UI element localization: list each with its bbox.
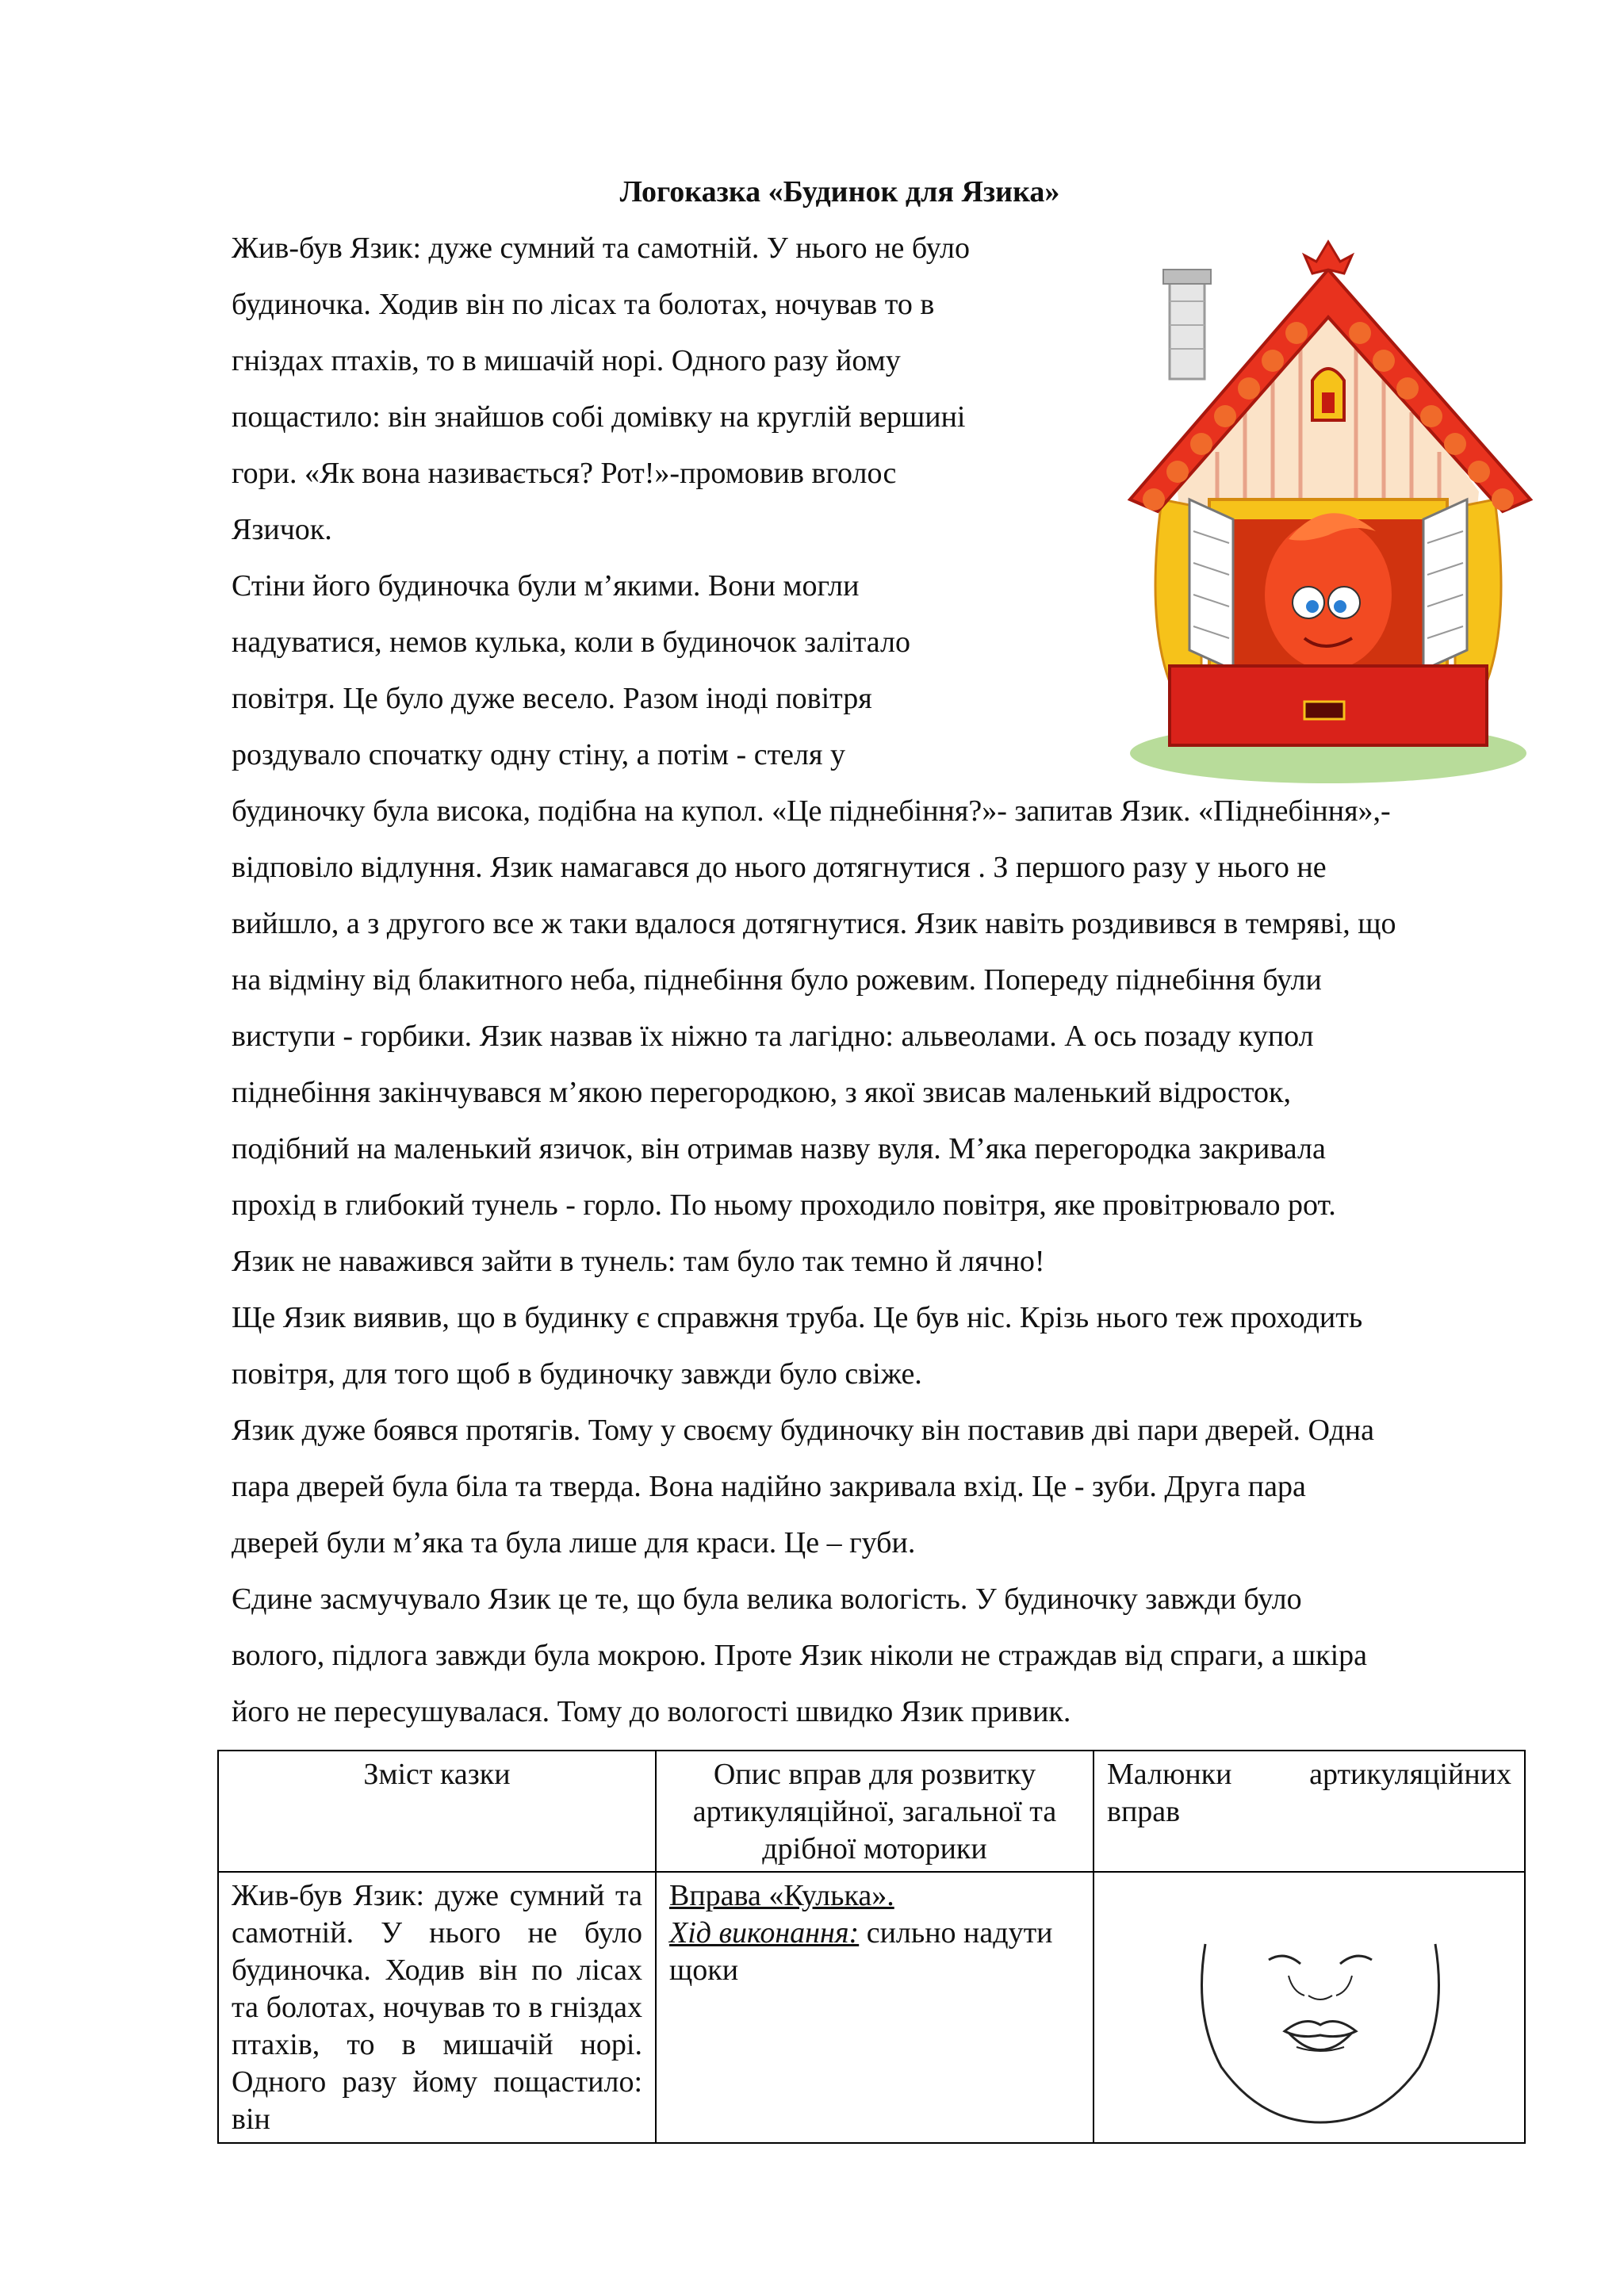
text-line: надуватися, немов кулька, коли в будиночок залітало [232, 626, 910, 659]
text-line: відповіло відлуння. Язик намагався до нього дотягнутися . З першого разу у нього не [232, 851, 1327, 884]
text-line: прохід в глибокий тунель - горло. По ньому проходило повітря, яке провітрювало рот. [232, 1188, 1336, 1222]
text-line: будиночка. Ходив він по лісах та болотах, ночував то в [232, 288, 935, 321]
header-story-content: Зміст казки [218, 1751, 656, 1872]
cell-exercise-picture [1094, 1872, 1525, 2143]
puffed-cheeks-face-drawing [1189, 1928, 1451, 2126]
text-line: на відміну від блакитного неба, піднебіння було рожевим. Попереду піднебіння були [232, 963, 1322, 997]
cell-exercise-description [656, 1872, 1094, 2143]
exercise-title: Вправа «Кулька». [669, 1879, 894, 1912]
text-line: волого, підлога завжди була мокрою. Проте Язик ніколи не страждав від спраги, а шкіра [232, 1639, 1368, 1672]
header-exercise-description: Опис вправ для розвитку артикуляційної, загальної та дрібної моторики [656, 1751, 1094, 1872]
text-line: пощастило: він знайшов собі домівку на круглій вершині [232, 400, 966, 434]
text-line: повітря, для того щоб в будиночку завжди було свіже. [232, 1357, 922, 1391]
exercise-label: Хід виконання: [669, 1916, 860, 1950]
house-illustration [1114, 238, 1558, 785]
table-header-row [218, 1751, 1525, 1872]
text-line: гніздах птахів, то в мишачій норі. Одного разу йому [232, 344, 901, 377]
text-line: подібний на маленький язичок, він отримав назву вуля. М’яка перегородка закривала [232, 1132, 1326, 1165]
header-exercise-pictures: Малюнки артикуляційних вправ [1094, 1751, 1525, 1872]
exercise-text: сильно надути щоки [669, 1916, 1053, 1987]
text-line: виступи - горбики. Язик назвав їх ніжно та лагідно: альвеолами. А ось позаду купол [232, 1020, 1314, 1053]
text-line: Язик дуже боявся протягів. Тому у своєму будиночку він поставив дві пари дверей. Одна [232, 1414, 1375, 1447]
document-title: Логоказка «Будинок для Язика» [619, 175, 1060, 209]
cell-story-content: Жив-був Язик: дуже сумний та самотній. У нього не було будиночка. Ходив він по лісах та болотах, ночував то в гніздах птахів, то в мишачій норі. Одного разу йому пощастило: він [218, 1872, 656, 2143]
exercise-table [217, 1750, 1526, 2144]
left-shutter [1189, 499, 1233, 670]
text-line: повітря. Це було дуже весело. Разом іноді повітря [232, 682, 872, 715]
text-line: Стіни його будиночка були м’якими. Вони могли [232, 569, 860, 603]
text-line: дверей були м’яка та була лише для краси. Це – губи. [232, 1526, 916, 1559]
text-line: будиночку була висока, подібна на купол. «Це піднебіння?»- запитав Язик. «Піднебіння»,- [232, 794, 1391, 828]
text-line: вийшло, а з другого все ж таки вдалося дотягнутися. Язик навіть роздивився в темряві, що [232, 907, 1396, 940]
text-line: роздувало спочатку одну стіну, а потім - стеля у [232, 738, 845, 771]
text-line: пара дверей була біла та тверда. Вона надійно закривала вхід. Це - зуби. Друга пара [232, 1470, 1306, 1503]
text-line: Язик не наважився зайти в тунель: там було так темно й лячно! [232, 1245, 1045, 1278]
text-line: Ще Язик виявив, що в будинку є справжня труба. Це був ніс. Крізь нього теж проходить [232, 1301, 1363, 1334]
text-line: Жив-був Язик: дуже сумний та самотній. У нього не було [232, 232, 970, 265]
text-line: його не пересушувалася. Тому до вологості швидко Язик привик. [232, 1695, 1071, 1728]
text-line: Єдине засмучувало Язик це те, що була велика вологість. У будиночку завжди було [232, 1582, 1302, 1616]
table-row [218, 1872, 1525, 2143]
right-shutter [1423, 499, 1467, 670]
text-line: Язичок. [232, 513, 332, 546]
text-line: піднебіння закінчувався м’якою перегородкою, з якої звисав маленький відросток, [232, 1076, 1291, 1109]
chimney [1170, 276, 1205, 379]
text-line: гори. «Як вона називається? Рот!»-промовив вголос [232, 457, 897, 490]
